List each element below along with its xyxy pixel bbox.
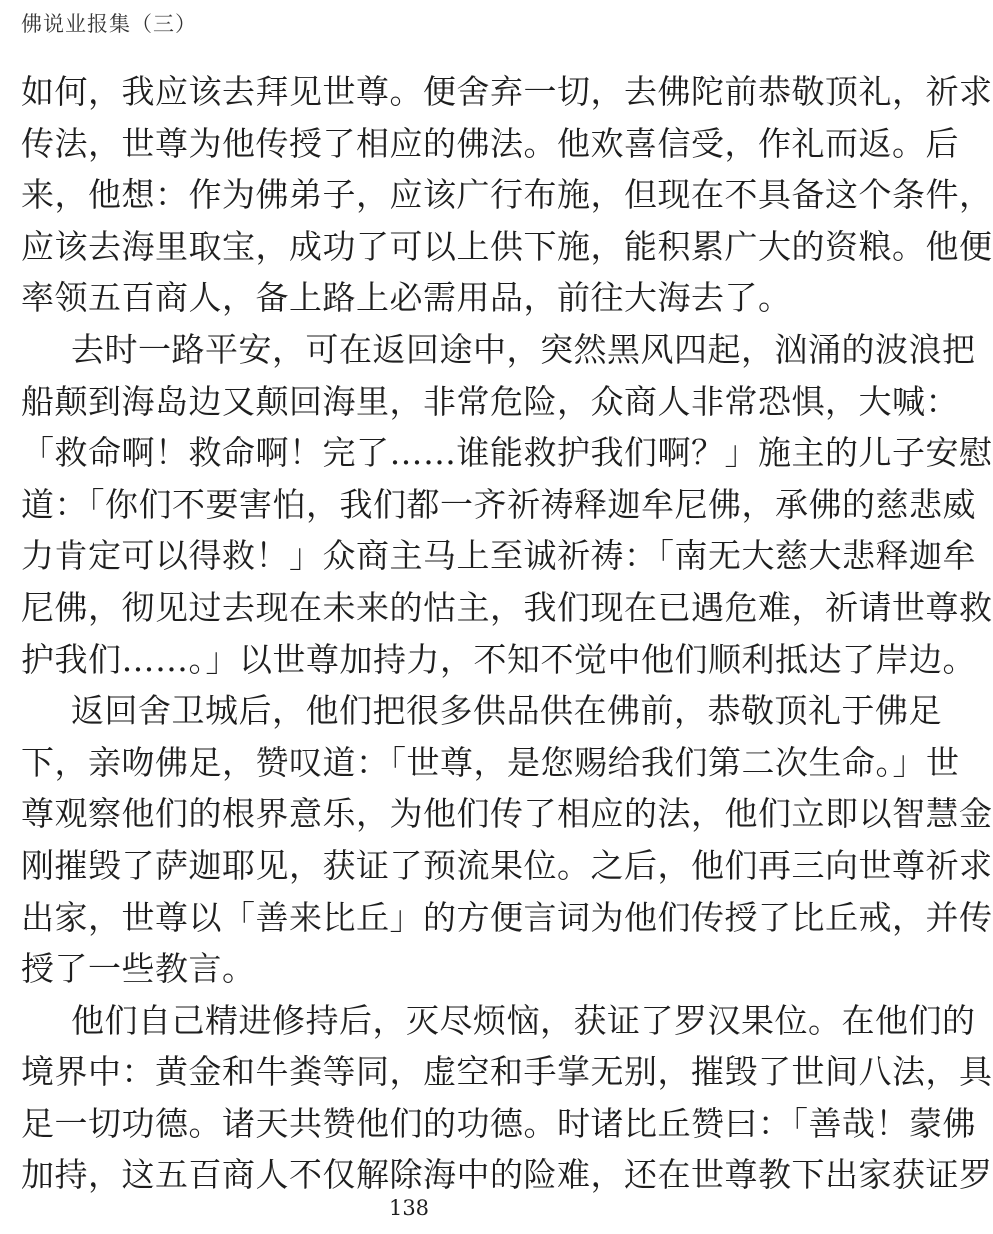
text-line: 率领五百商人，备上路上必需用品，前往大海去了。 — [21, 278, 792, 318]
text-line: 返回舍卫城后，他们把很多供品供在佛前，恭敬顶礼于佛足 — [71, 691, 942, 731]
paragraph — [21, 72, 993, 330]
text-line: 境界中：黄金和牛粪等同，虚空和手掌无别，摧毁了世间八法，具 — [21, 1052, 993, 1092]
text-line: 船颠到海岛边又颠回海里，非常危险，众商人非常恐惧，大喊： — [21, 381, 959, 421]
text-line: 下，亲吻佛足，赞叹道：「世尊，是您赐给我们第二次生命。」世 — [21, 742, 960, 782]
text-line: 加持，这五百商人不仅解除海中的险难，还在世尊教下出家获证罗 — [21, 1155, 993, 1195]
body-text — [21, 72, 993, 1207]
text-line: 护我们……。」以世尊加持力，不知不觉中他们顺利抵达了岸边。 — [21, 639, 976, 679]
text-line: 尼佛，彻见过去现在未来的怙主，我们现在已遇危难，祈请世尊救 — [21, 587, 993, 627]
paragraph — [21, 329, 993, 691]
text-line: 尊观察他们的根界意乐，为他们传了相应的法，他们立即以智慧金 — [21, 794, 993, 834]
text-line: 去时一路平安，可在返回途中，突然黑风四起，汹涌的波浪把 — [71, 329, 976, 369]
text-line: 刚摧毁了萨迦耶见，获证了预流果位。之后，他们再三向世尊祈求 — [21, 845, 993, 885]
text-line: 来，他想：作为佛弟子，应该广行布施，但现在不具备这个条件， — [21, 175, 993, 215]
text-line: 如何，我应该去拜见世尊。便舍弃一切，去佛陀前恭敬顶礼，祈求 — [21, 72, 993, 111]
text-line: 力肯定可以得救！」众商主马上至诚祈祷：「南无大慈大悲释迦牟 — [21, 536, 976, 576]
paragraph — [21, 691, 993, 1001]
paragraph — [21, 1000, 993, 1207]
text-line: 足一切功德。诸天共赞他们的功德。时诸比丘赞曰：「善哉！蒙佛 — [21, 1103, 976, 1143]
running-header: 佛说业报集（三） — [21, 12, 197, 36]
text-line: 传法，世尊为他传授了相应的佛法。他欢喜信受，作礼而返。后 — [21, 123, 959, 163]
text-line: 「救命啊！救命啊！完了……谁能救护我们啊？」施主的儿子安慰 — [21, 433, 993, 473]
text-line: 应该去海里取宝，成功了可以上供下施，能积累广大的资粮。他便 — [21, 226, 993, 266]
text-line: 他们自己精进修持后，灭尽烦恼，获证了罗汉果位。在他们的 — [71, 1000, 976, 1040]
text-line: 出家，世尊以「善来比丘」的方便言词为他们传授了比丘戒，并传 — [21, 897, 993, 937]
text-line: 道：「你们不要害怕，我们都一齐祈祷释迦牟尼佛，承佛的慈悲威 — [21, 484, 976, 524]
text-line: 授了一些教言。 — [21, 949, 256, 989]
page-number: 138 — [388, 1196, 430, 1220]
